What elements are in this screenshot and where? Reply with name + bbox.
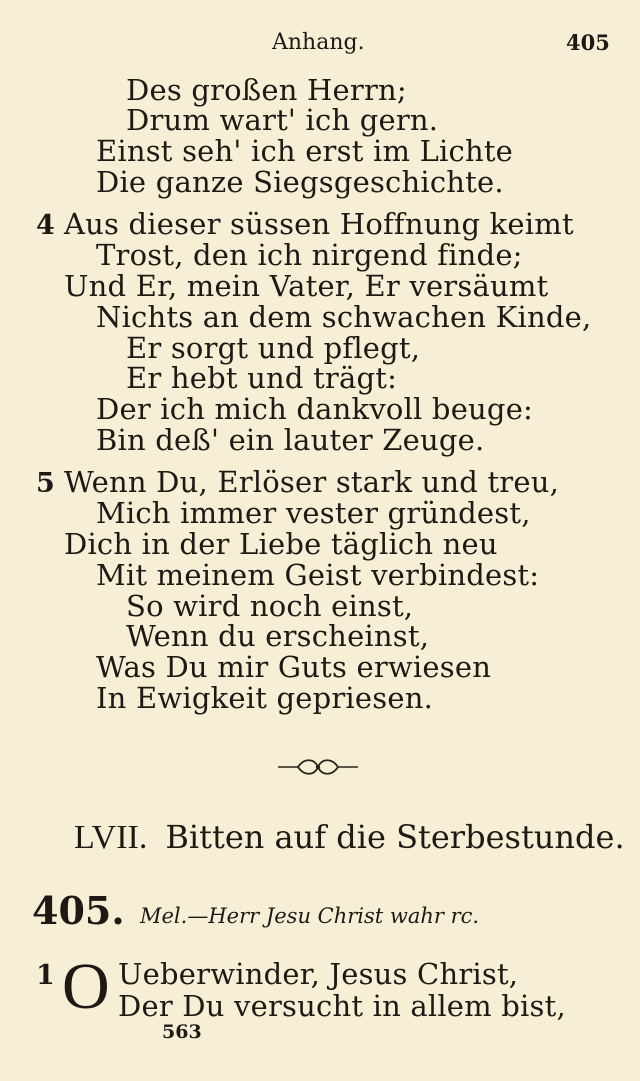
verse-line: Was Du mir Guts erwiesen — [96, 650, 492, 684]
stanza-number: 4 — [36, 210, 55, 241]
verse-line: Mit meinem Geist verbindest: — [96, 558, 540, 592]
verse-line: Der Du versucht in allem bist, — [118, 989, 566, 1023]
melody-note: Mel.—Herr Jesu Christ wahr rc. — [140, 904, 480, 928]
verse-line: Und Er, mein Vater, Er versäumt — [64, 269, 549, 303]
running-head-page-number: 405 — [566, 30, 610, 55]
verse-line: Bin deß' ein lauter Zeuge. — [96, 423, 485, 457]
section-title: Bitten auf die Sterbestunde. — [165, 818, 625, 856]
verse-line: Des großen Herrn; — [126, 73, 407, 107]
verse-line: Er hebt und trägt: — [126, 361, 398, 395]
verse-line: Die ganze Siegsgeschichte. — [96, 165, 504, 199]
verse-line: Aus dieser süssen Hoffnung keimt — [64, 207, 574, 241]
stanza-number: 1 — [36, 960, 55, 991]
verse-line: Nichts an dem schwachen Kinde, — [96, 300, 592, 334]
section-roman-numeral: LVII. — [74, 819, 148, 856]
running-head-title: Anhang. — [272, 30, 365, 55]
verse-line: Wenn du erscheinst, — [126, 619, 430, 653]
ornament-divider-icon — [276, 756, 360, 778]
verse-line: Mich immer vester gründest, — [96, 496, 531, 530]
verse-line: In Ewigkeit gepriesen. — [96, 681, 433, 715]
verse-line: Wenn Du, Erlöser stark und treu, — [64, 465, 560, 499]
printer-signature: 563 — [162, 1021, 202, 1043]
verse-line: Der ich mich dankvoll beuge: — [96, 392, 534, 426]
verse-line: So wird noch einst, — [126, 589, 414, 623]
section-heading — [74, 818, 625, 857]
verse-line: Er sorgt und pflegt, — [126, 331, 421, 365]
verse-line: Drum wart' ich gern. — [126, 103, 439, 137]
verse-line: Einst seh' ich erst im Lichte — [96, 134, 514, 168]
hymn-number: 405. — [32, 888, 125, 933]
verse-line: Dich in der Liebe täglich neu — [64, 527, 498, 561]
drop-cap: O — [62, 950, 110, 1023]
verse-line: Ueberwinder, Jesus Christ, — [118, 957, 519, 991]
stanza-number: 5 — [36, 468, 55, 499]
verse-line: Trost, den ich nirgend finde; — [96, 238, 523, 272]
